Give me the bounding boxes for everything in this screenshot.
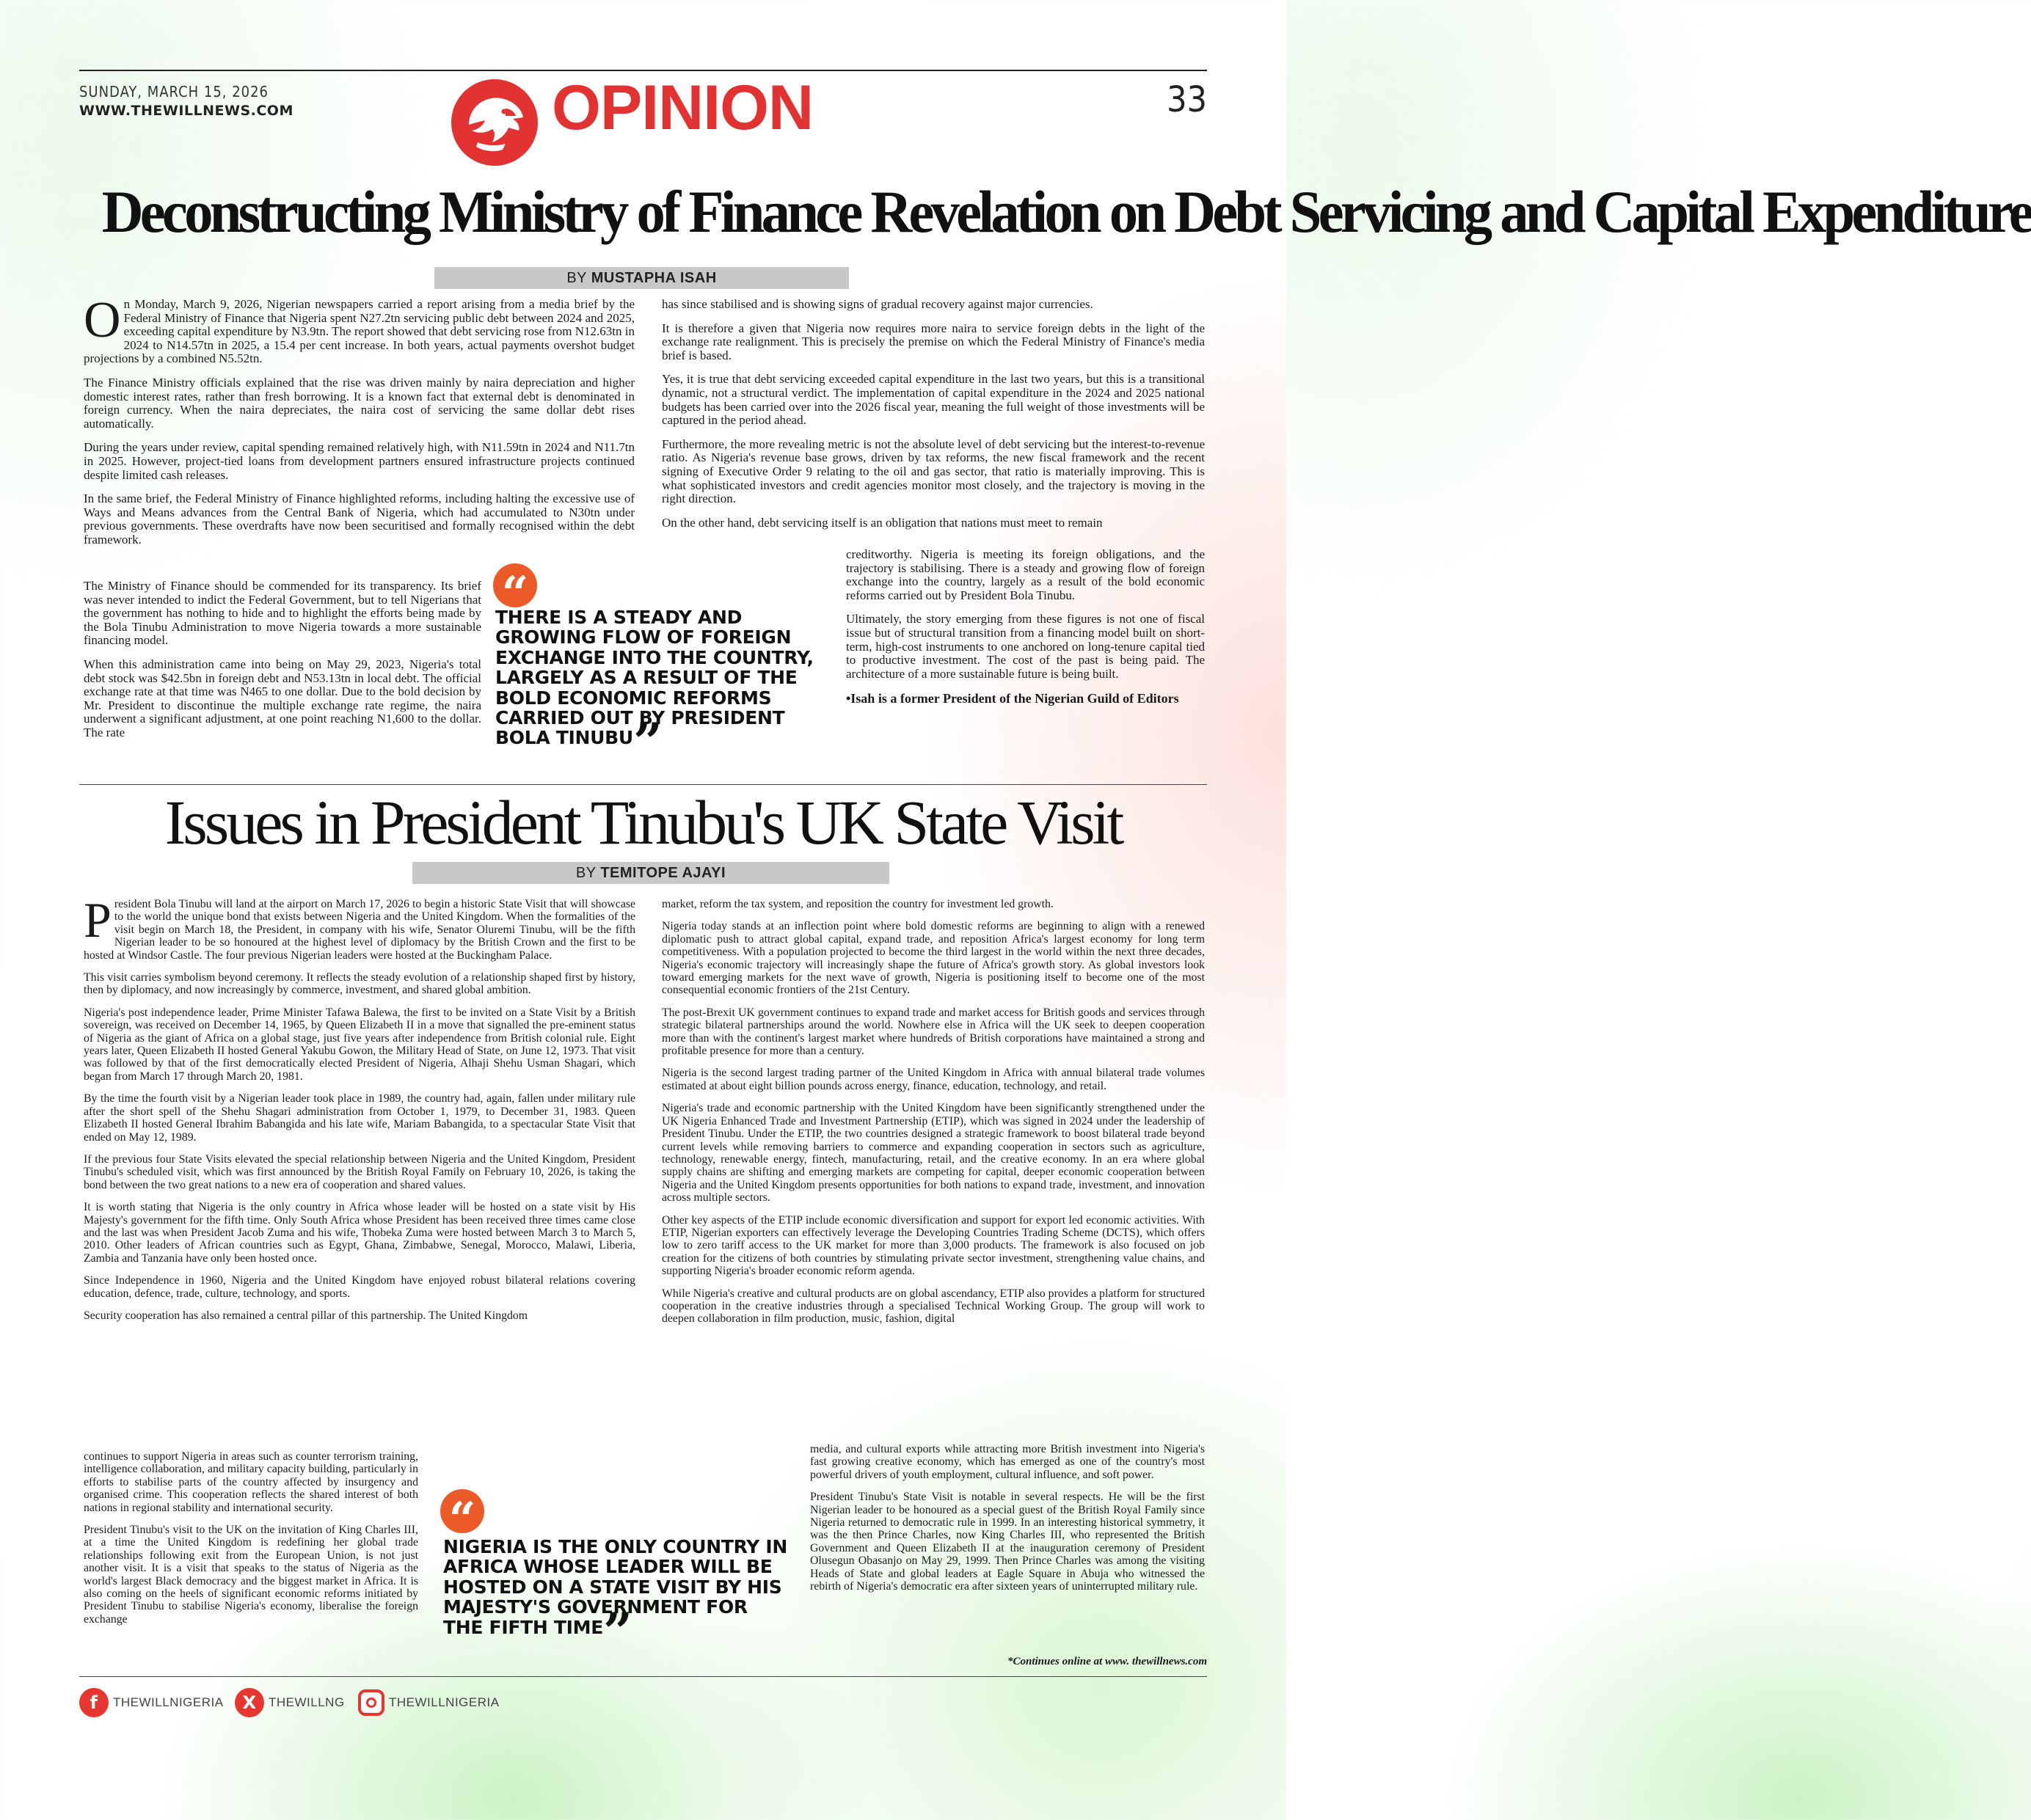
- facebook-handle: THEWILLNIGERIA: [113, 1695, 224, 1709]
- paragraph: Since Independence in 1960, Nigeria and the United Kingdom have enjoyed robust bilateral relations covering education, defence, trade, culture, technology, and sports.: [84, 1274, 635, 1300]
- paragraph: media, and cultural exports while attracting more British investment into Nigeria's fast growing creative economy, which has emerged as one of the country's most powerful drivers of youth employment, cultural influence, and soft power.: [810, 1443, 1205, 1481]
- facebook-link[interactable]: [79, 1688, 224, 1717]
- paragraph: By the time the fourth visit by a Nigerian leader took place in 1989, the country had, again, fallen under military rule after the short spell of the Shehu Shagari administration from October 1, 1979, to December 31, 1983. Queen Elizabeth II hosted General Ibrahim Babangida and his late wife, Mariam Babangida, to a spectacular State Visit that ended on May 12, 1989.: [84, 1092, 635, 1144]
- paragraph: President Tinubu's visit to the UK on the invitation of King Charles III, at a time the United Kingdom is redefining her global trade relationships following exit from the European Union, is not just another visit. It is a visit that speaks to the status of Nigeria as the world's largest Black democracy and the biggest market in Africa. It is also coming on the heels of significant economic reforms initiated by President Tinubu to stabilise Nigeria's economy, liberalise the foreign exchange: [84, 1524, 418, 1626]
- paragraph: Nigeria today stands at an inflection point where bold domestic reforms are beginning to align with a renewed diplomatic push to attract global capital, expand trade, and reposition Africa's largest economy for long term competitiveness. With a population projected to become the third largest in the world within the next three decades, Nigeria's economic trajectory will increasingly shape the future of Africa's growth story. As global investors look toward emerging markets for the next wave of growth, Nigeria is positioning itself to become one of the most consequential economic frontiers of the 21st Century.: [662, 920, 1205, 997]
- article2-column1-lower: [84, 1450, 418, 1635]
- footer-rule: [79, 1676, 1207, 1677]
- paragraph: The Finance Ministry officials explained that the rise was driven mainly by naira depreciation and higher domestic interest rates, rather than fresh borrowing. It is a known fact that external debt is denominated in foreign currency. When the naira depreciates, the naira cost of servicing the same dollar debt rises automatically.: [84, 375, 635, 431]
- article1-column1: [84, 292, 635, 558]
- article1-column2-lower: [846, 548, 1205, 706]
- paragraph: continues to support Nigeria in areas such as counter terrorism training, intelligence collaboration, and military capacity building, particularly in efforts to stabilise parts of the country affected by insurgency and organised crime. This cooperation reflects the shared interest of both nations in regional stability and international security.: [84, 1450, 418, 1514]
- pull-quote-text: THERE IS A STEADY AND GROWING FLOW OF FOREIGN EXCHANGE INTO THE COUNTRY, LARGELY AS A RESULT OF THE BOLD ECONOMIC REFORMS CARRIED OUT BY PRESIDENT BOLA TINUBU: [495, 607, 814, 749]
- x-handle: THEWILLNG: [269, 1695, 345, 1709]
- paragraph: In the same brief, the Federal Ministry of Finance highlighted reforms, including halting the excessive use of Ways and Means advances from the Central Bank of Nigeria, which had accumulated to N30tn under previous governments. These overdrafts have now been securitised and formally recognised within the debt framework.: [84, 491, 635, 547]
- paragraph: The Ministry of Finance should be commended for its transparency. Its brief was never intended to indict the Federal Government, but to tell Nigerians that the government has nothing to hide and to highlight the efforts being made by the Bola Tinubu Administration to move Nigeria towards a more sustainable financing model.: [84, 579, 481, 648]
- continues-online-note[interactable]: *Continues online at www. thewillnews.com: [1007, 1656, 1207, 1667]
- paragraph: Other key aspects of the ETIP include economic diversification and support for export led economic activities. With ETIP, Nigerian exporters can effectively leverage the Developing Countries Trading Scheme (DCTS), which offers low to zero tariff access to the UK market for more than 3,000 products. The framework is also focused on job creation for the citizens of both countries by stimulating private sector investment, strengthening value chains, and supporting Nigeria's broader economic reform agenda.: [662, 1213, 1205, 1278]
- eagle-head-icon: [451, 79, 538, 166]
- x-link[interactable]: [235, 1688, 345, 1717]
- article1-column1-lower: [84, 580, 481, 750]
- article1-byline: [434, 267, 849, 289]
- paragraph: It is worth stating that Nigeria is the only country in Africa whose leader will be hosted on a state visit by His Majesty's government for the fifth time. Only South Africa whose President has been received three times came close and the last was when President Jacob Zuma and his wife, Thobeka Zuma were hosted between March 3 to March 5, 2010. Other leaders of African countries such as Egypt, Ghana, Zimbabwe, Senegal, Morocco, Malawi, Liberia, Zambia and Tanzania have only been hosted once.: [84, 1201, 635, 1265]
- instagram-icon: [358, 1689, 384, 1716]
- paragraph: This visit carries symbolism beyond ceremony. It reflects the steady evolution of a relationship shaped first by history, then by diplomacy, and now increasingly by commerce, investment, and shared global ambition.: [84, 971, 635, 997]
- paragraph: Furthermore, the more revealing metric is not the absolute level of debt servicing but the interest-to-revenue ratio. As Nigeria's revenue base grows, driven by tax reforms, the new fiscal framework and the recent signing of Executive Order 9 relating to the oil and gas sector, that ratio is materially improving. This is what sophisticated investors and credit agencies monitor most closely, and the trajectory is moving in the right direction.: [662, 436, 1205, 506]
- paragraph: On Monday, March 9, 2026, Nigerian newspapers carried a report arising from a media brief by the Federal Ministry of Finance that Nigeria spent N27.2tn servicing public debt between 2024 and 2025, exceeding capital expenditure by N3.9tn. The report showed that debt servicing rose from N12.63tn in 2024 to N14.57tn in 2025, a 15.4 per cent increase. In both years, actual payments overshot budget projections by a combined N5.52tn.: [84, 292, 635, 366]
- paragraph: It is therefore a given that Nigeria now requires more naira to service foreign debts in the light of the exchange rate realignment. This is precisely the premise on which the Federal Ministry of Finance's media brief is based.: [662, 321, 1205, 362]
- quote-mark-icon: “: [493, 563, 537, 607]
- paragraph: has since stabilised and is showing signs of gradual recovery against major currencies.: [662, 297, 1093, 311]
- article1-pull-quote: [495, 607, 818, 773]
- byline-author: TEMITOPE AJAYI: [600, 865, 726, 881]
- instagram-handle: THEWILLNIGERIA: [389, 1695, 500, 1709]
- paragraph: On the other hand, debt servicing itself is an obligation that nations must meet to remain: [662, 515, 1103, 530]
- instagram-link[interactable]: [358, 1688, 500, 1717]
- article2-column2: [662, 898, 1205, 1326]
- paragraph: market, reform the tax system, and reposition the country for investment led growth.: [662, 898, 1054, 910]
- paragraph: Yes, it is true that debt servicing exceeded capital expenditure in the last two years, but this is a transitional dynamic, not a structural verdict. The implementation of capital expenditure in the 2024 and 2025 national budgets has been carried over into the 2026 fiscal year, meaning the full weight of those investments will be captured in the period ahead.: [662, 372, 1205, 428]
- website-url[interactable]: WWW.THEWILLNEWS.COM: [79, 103, 293, 119]
- paragraph: Nigeria is the second largest trading partner of the United Kingdom in Africa with annual bilateral trade volumes estimated at about eight billion pounds across energy, finance, education, technology, and retail.: [662, 1067, 1205, 1092]
- paragraph: During the years under review, capital spending remained relatively high, with N11.59tn in 2024 and N11.7tn in 2025. However, project-tied loans from development partners ensured infrastructure projects continued despite limited cash releases.: [84, 440, 635, 482]
- paragraph: Nigeria's post independence leader, Prime Minister Tafawa Balewa, the first to be invited on a State Visit by a British sovereign, was received on December 14, 1965, by Queen Elizabeth II in a move that signalled the pre-eminent status of Nigeria as the giant of Africa on a global stage, just five years after independence from British colonial rule. Eight years later, Queen Elizabeth II hosted General Yakubu Gowon, the Military Head of State, on June 12, 1973. That visit was followed by that of the first democratically elected President of Nigeria, Alhaji Shehu Usman Shagari, which began from March 17 through March 20, 1981.: [84, 1006, 635, 1083]
- paragraph: Ultimately, the story emerging from these figures is not one of fiscal issue but of structural transition from a financing model built on short-term, high-cost instruments to one anchored on long-tenure capital tied to productive investment. The cost of the past is being paid. The architecture of a more sustainable future is being built.: [846, 612, 1205, 681]
- issue-date: SUNDAY, MARCH 15, 2026: [79, 83, 269, 100]
- close-quote-icon: ”: [603, 1601, 627, 1662]
- article2-byline: [412, 862, 889, 884]
- byline-author: MUSTAPHA ISAH: [591, 270, 717, 286]
- pull-quote-text: NIGERIA IS THE ONLY COUNTRY IN AFRICA WHOSE LEADER WILL BE HOSTED ON A STATE VISIT BY HIS MAJESTY'S GOVERNMENT FOR THE FIFTH TIME: [443, 1536, 788, 1638]
- quote-mark-icon: “: [440, 1489, 484, 1533]
- byline-prefix: BY: [575, 865, 597, 881]
- paragraph: While Nigeria's creative and cultural products are on global ascendancy, ETIP also provides a platform for structured cooperation in the creative industries through a specialised Technical Working Group. The group will work to deepen collaboration in film production, music, fashion, digital: [662, 1287, 1205, 1326]
- facebook-icon: f: [79, 1688, 109, 1717]
- top-rule: [79, 70, 1207, 71]
- section-title: OPINION: [552, 73, 814, 143]
- paragraph: The post-Brexit UK government continues to expand trade and market access for British goods and services through strategic bilateral partnerships around the world. Nowhere else in Africa will the UK seek to deepen cooperation more than with the continent's largest market where hundreds of British corporations have maintained a strong and profitable presence for more than a century.: [662, 1006, 1205, 1058]
- paragraph: If the previous four State Visits elevated the special relationship between Nigeria and the United Kingdom, President Tinubu's scheduled visit, which was first announced by the British Royal Family on February 10, 2026, is taking the bond between the two great nations to a new era of cooperation and shared values.: [84, 1152, 635, 1191]
- paragraph: Nigeria's trade and economic partnership with the United Kingdom have been significantly strengthened under the UK Nigeria Enhanced Trade and Investment Partnership (ETIP), which was signed in 2024 under the leadership of President Tinubu. Under the ETIP, the two countries designed a strategic framework to boost bilateral trade beyond current levels while removing barriers to commerce and expanding cooperation in sectors such as agriculture, technology, renewable energy, fintech, manufacturing, retail, and the creative economy. In an era where global supply chains are shifting and emerging markets are competing for capital, deeper economic cooperation between Nigeria and the United Kingdom presents opportunities for both nations to expand trade, investment, and innovation across multiple sectors.: [662, 1102, 1205, 1205]
- byline-prefix: BY: [566, 270, 587, 286]
- paragraph: President Tinubu's State Visit is notable in several respects. He will be the first Nigerian leader to be honoured as a special guest of the British Royal Family since Nigeria returned to democratic rule in 1999. In an interesting historical symmetry, it was the then Prince Charles, now King Charles III, who represented the British Government and Queen Elizabeth II at the inauguration ceremony of President Olusegun Obasanjo on May 29, 1999. Then Prince Charles was among the visiting Heads of State and global leaders at Eagle Square in Abuja who witnessed the rebirth of Nigeria's democratic era after sixteen years of uninterrupted military rule.: [810, 1491, 1205, 1593]
- article1-column2: [662, 298, 1205, 530]
- article1-headline: Deconstructing Ministry of Finance Revelation on Debt Servicing and Capital Expenditure: [101, 178, 2031, 245]
- article2-pull-quote: [443, 1536, 788, 1662]
- article2-headline: Issues in President Tinubu's UK State Visit: [164, 787, 1122, 858]
- paragraph: creditworthy. Nigeria is meeting its foreign obligations, and the trajectory is stabilising. There is a steady and growing flow of foreign exchange into the country, largely as a result of the bold economic reforms carried out by President Bola Tinubu.: [846, 547, 1205, 602]
- article2-column1: [84, 892, 635, 1322]
- x-icon: X: [235, 1688, 264, 1717]
- author-bio: •Isah is a former President of the Nigerian Guild of Editors: [846, 691, 1179, 706]
- paragraph: President Bola Tinubu will land at the airport on March 17, 2026 to begin a historic State Visit that will showcase to the world the unique bond that exists between Nigeria and the United Kingdom. When the formalities of the visit begin on March 18, the President, in company with his wife, Senator Oluremi Tinubu, will be the fifth Nigerian leader to be so honoured at the highest level of diplomacy by the British Crown and the first to be hosted at Windsor Castle. The four previous Nigerian leaders were hosted at the Buckingham Palace.: [84, 892, 635, 962]
- page-number: 33: [1167, 79, 1207, 120]
- paragraph: When this administration came into being on May 29, 2023, Nigeria's total debt stock was $42.5bn in foreign debt and N53.13tn in local debt. The official exchange rate at that time was N465 to one dollar. Due to the bold decision by Mr. President to discontinue the multiple exchange rate regime, the naira underwent a significant adjustment, at one point reaching N1,600 to the dollar. The rate: [84, 657, 481, 739]
- article-divider: [79, 784, 1207, 785]
- close-quote-icon: ”: [632, 712, 657, 773]
- paragraph: Security cooperation has also remained a central pillar of this partnership. The United Kingdom: [84, 1309, 528, 1322]
- article2-column2-lower: [810, 1443, 1205, 1602]
